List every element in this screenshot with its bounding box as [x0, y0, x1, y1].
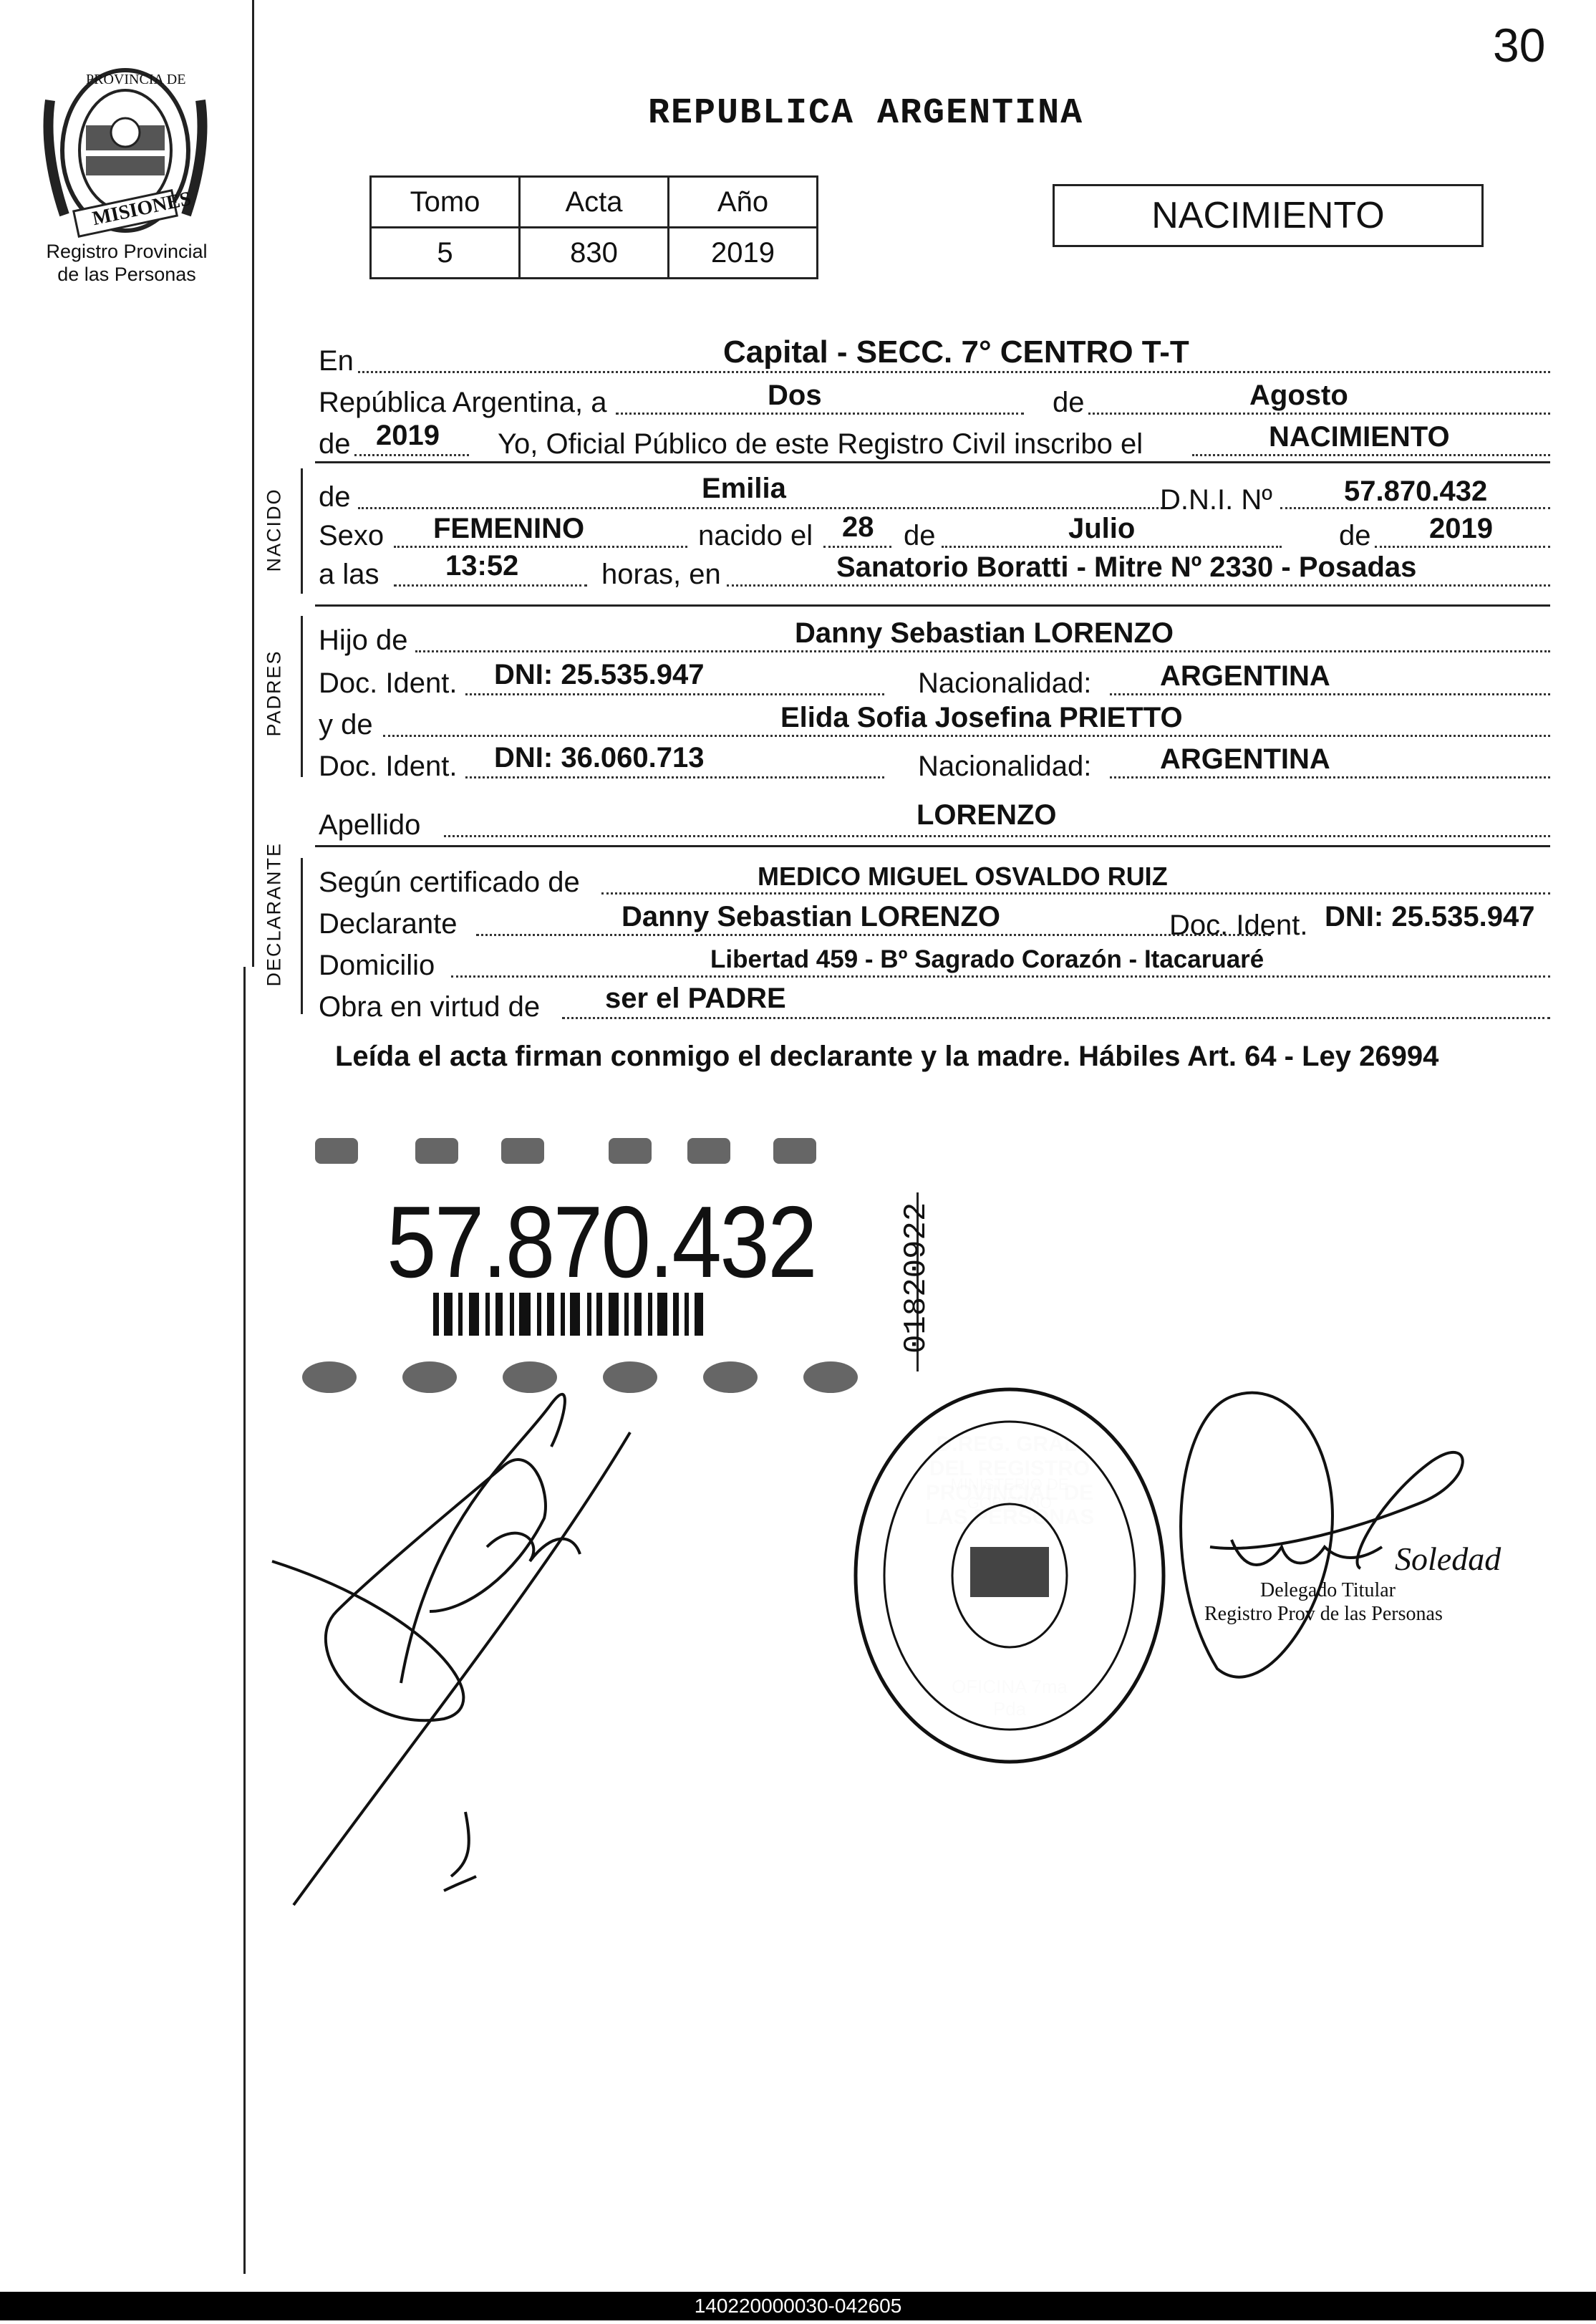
- label-doc-ident-madre: Doc. Ident.: [319, 751, 458, 782]
- label-hijo-de: Hijo de: [319, 625, 408, 656]
- label-nacido-el: nacido el: [698, 520, 813, 551]
- sticker-serial: 01820922: [899, 1202, 934, 1354]
- value-domicilio: Libertad 459 - Bº Sagrado Corazón - Itacaruaré: [710, 945, 1264, 973]
- label-de-nombre: de: [319, 481, 351, 513]
- seal-inner-text: [931, 1475, 1088, 1513]
- label-declarante: Declarante: [319, 908, 458, 940]
- seal-bottom-text: [938, 1676, 1081, 1720]
- registry-header-tomo: Tomo: [371, 177, 520, 228]
- label-a-las: a las: [319, 559, 379, 590]
- label-republica: República Argentina, a: [319, 387, 607, 418]
- registry-value-acta: 830: [520, 228, 669, 279]
- value-dni: 57.870.432: [1344, 476, 1488, 507]
- value-certificado: MEDICO MIGUEL OSVALDO RUIZ: [758, 862, 1168, 891]
- value-madre-doc: DNI: 36.060.713: [494, 742, 705, 773]
- value-anio-nac: 2019: [1429, 513, 1493, 544]
- label-de-mes-nac: de: [904, 520, 936, 551]
- label-de-anio: de: [319, 428, 351, 460]
- label-oficial: Yo, Oficial Público de este Registro Civil inscribo el: [498, 428, 1143, 460]
- value-dia-registro: Dos: [768, 380, 822, 411]
- official-signature-icon: [1181, 1393, 1463, 1677]
- label-segun: Según certificado de: [319, 867, 580, 898]
- value-dia-nac: 28: [842, 511, 874, 543]
- record-type: NACIMIENTO: [1151, 195, 1385, 236]
- registry-header-acta: Acta: [520, 177, 669, 228]
- official-title-2: Registro Prov de las Personas: [1204, 1603, 1443, 1625]
- label-nacionalidad-padre: Nacionalidad:: [918, 667, 1092, 699]
- value-tipo-inscripcion: NACIMIENTO: [1269, 421, 1450, 453]
- page-number: 30: [1493, 19, 1546, 72]
- official-title-1: Delegado Titular: [1260, 1579, 1396, 1601]
- footer-code: 140220000030-042605: [694, 2295, 902, 2317]
- official-name: Soledad: [1395, 1541, 1501, 1577]
- value-padre-doc: DNI: 25.535.947: [494, 659, 705, 690]
- value-mes-nac: Julio: [1068, 513, 1136, 544]
- value-madre-nacionalidad: ARGENTINA: [1160, 743, 1330, 775]
- closing-text: Leída el acta firman conmigo el declarante y la madre. Hábiles Art. 64 - Ley 26994: [335, 1041, 1439, 1072]
- label-de-anio-nac: de: [1339, 520, 1371, 551]
- section-nacido: NACIDO: [263, 488, 285, 572]
- value-lugar: Capital - SECC. 7° CENTRO T-T: [723, 334, 1189, 370]
- label-en: En: [319, 345, 354, 377]
- value-apellido: LORENZO: [917, 799, 1057, 831]
- registry-header-anio: Año: [669, 177, 818, 228]
- issuer-line-1: Registro Provincial: [46, 241, 208, 262]
- issuer-line-2: de las Personas: [57, 264, 196, 285]
- footer-bar: [0, 2292, 1596, 2320]
- label-y-de: y de: [319, 709, 373, 741]
- value-anio-registro: 2019: [376, 420, 440, 451]
- registry-value-anio: 2019: [669, 228, 818, 279]
- label-horas-en: horas, en: [601, 559, 721, 590]
- logo-text-bottom: MISIONES: [90, 187, 193, 231]
- value-mes-registro: Agosto: [1249, 380, 1348, 411]
- label-dni: D.N.I. Nº: [1160, 484, 1272, 516]
- declarante-signature-icon: [272, 1394, 630, 1905]
- section-padres: PADRES: [263, 650, 285, 737]
- label-doc-ident-declarante: Doc. Ident.: [1169, 910, 1308, 941]
- value-declarante: Danny Sebastian LORENZO: [622, 901, 1000, 932]
- registry-value-tomo: 5: [371, 228, 520, 279]
- label-doc-ident-padre: Doc. Ident.: [319, 667, 458, 699]
- sticker-dni-number: 57.870.432: [387, 1185, 816, 1299]
- value-padre: Danny Sebastian LORENZO: [795, 617, 1174, 649]
- logo-text-top: PROVINCIA DE: [86, 72, 186, 87]
- section-declarante: DECLARANTE: [263, 842, 285, 987]
- label-apellido: Apellido: [319, 809, 421, 841]
- value-sexo: FEMENINO: [433, 513, 585, 544]
- label-nacionalidad-madre: Nacionalidad:: [918, 751, 1092, 782]
- value-lugar-nac: Sanatorio Boratti - Mitre Nº 2330 - Posadas: [836, 551, 1417, 583]
- value-nombre: Emilia: [702, 473, 786, 504]
- label-de-mes: de: [1053, 387, 1085, 418]
- label-domicilio: Domicilio: [319, 950, 435, 981]
- value-hora: 13:52: [445, 550, 519, 582]
- country-title: REPUBLICA ARGENTINA: [648, 93, 1084, 134]
- value-padre-nacionalidad: ARGENTINA: [1160, 660, 1330, 692]
- label-obra: Obra en virtud de: [319, 991, 541, 1023]
- value-obra: ser el PADRE: [605, 983, 786, 1014]
- label-sexo: Sexo: [319, 520, 385, 551]
- value-declarante-doc: DNI: 25.535.947: [1325, 901, 1535, 932]
- value-madre: Elida Sofia Josefina PRIETTO: [780, 702, 1183, 733]
